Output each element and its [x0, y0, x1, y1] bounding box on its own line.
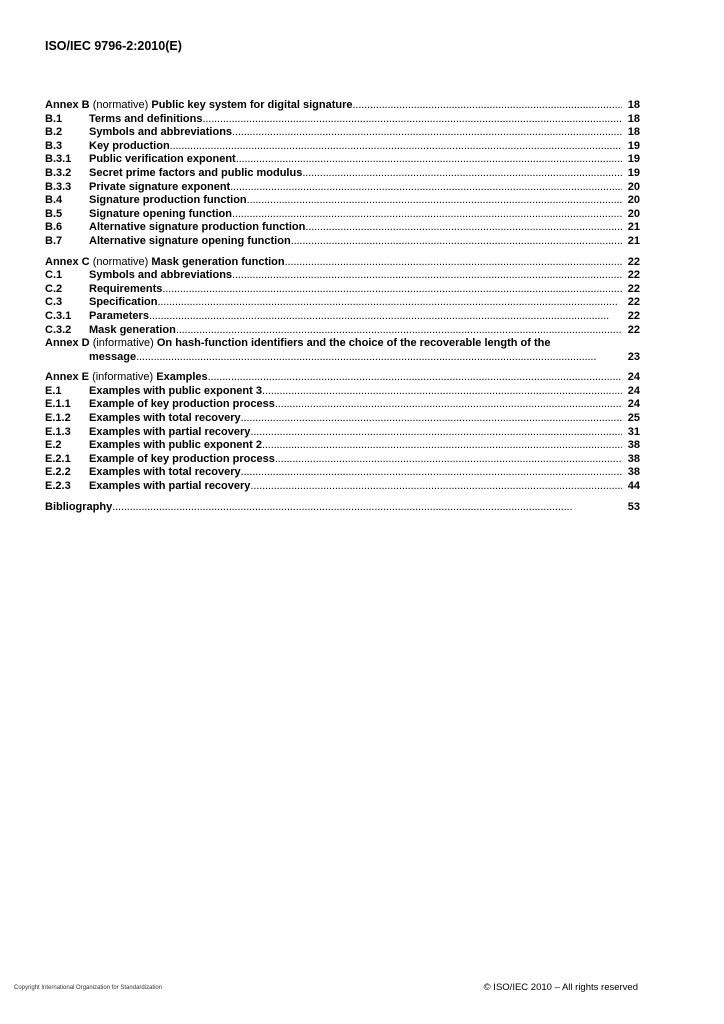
toc-entry[interactable] — [45, 296, 640, 310]
toc-entry-title — [45, 256, 285, 270]
document-identifier: ISO/IEC 9796-2:2010(E) — [45, 39, 182, 53]
copyright-notice-left: Copyright International Organization for Standardization — [14, 985, 163, 991]
page-number: 20 — [627, 180, 640, 193]
section-number: E.1.1 — [45, 398, 71, 411]
page-number: 18 — [627, 112, 640, 125]
section-title: Key production — [89, 139, 170, 152]
toc-entry-annex[interactable] — [45, 337, 640, 364]
page-number: 19 — [627, 166, 640, 179]
toc-entry[interactable] — [45, 412, 640, 426]
page-number: 22 — [627, 282, 640, 295]
dot-leader — [230, 181, 622, 195]
toc-entry-annex[interactable] — [45, 99, 640, 113]
section-number: C.1 — [45, 269, 63, 282]
toc-entry[interactable] — [45, 480, 640, 494]
page-number: 22 — [627, 323, 640, 336]
toc-entry-title — [45, 501, 112, 515]
dot-leader — [302, 167, 622, 181]
dot-leader — [353, 99, 623, 113]
toc-entry[interactable] — [45, 140, 640, 154]
dot-leader — [232, 269, 622, 283]
dot-leader — [241, 466, 622, 480]
annex-title: Mask generation function — [151, 255, 285, 268]
dot-leader — [247, 194, 622, 208]
page-number: 53 — [627, 500, 640, 513]
toc-entry-title — [45, 371, 208, 385]
section-number: E.1.3 — [45, 425, 71, 438]
section-title: Signature opening function — [89, 207, 232, 220]
dot-leader — [236, 153, 622, 167]
section-number: B.6 — [45, 221, 63, 234]
page-number: 19 — [627, 153, 640, 166]
dot-leader — [262, 439, 622, 453]
page-number: 18 — [627, 126, 640, 139]
toc-entry[interactable] — [45, 310, 640, 324]
dot-leader — [176, 324, 622, 338]
toc-entry[interactable] — [45, 235, 640, 249]
section-number: C.3 — [45, 296, 63, 309]
annex-type: (normative) — [92, 99, 149, 111]
dot-leader — [202, 113, 622, 127]
annex-type: (normative) — [92, 255, 149, 268]
annex-title-continuation: message — [89, 350, 137, 363]
page-number: 22 — [627, 255, 640, 268]
dot-leader — [232, 126, 622, 140]
section-number: B.7 — [45, 234, 63, 247]
page-number: 24 — [627, 371, 640, 384]
section-title: Examples with partial recovery — [89, 425, 251, 438]
annex-title-line-2 — [45, 351, 640, 365]
section-number: B.4 — [45, 194, 63, 207]
page-number: 24 — [627, 384, 640, 397]
section-title: Public verification exponent — [89, 153, 236, 166]
section-number: B.3.2 — [45, 166, 72, 179]
page-number: 22 — [627, 309, 640, 322]
annex-title-line-1 — [45, 337, 640, 351]
section-title: Symbols and abbreviations — [89, 269, 233, 282]
toc-entry[interactable] — [45, 113, 640, 127]
section-number: E.2.2 — [45, 466, 71, 479]
toc-entry[interactable] — [45, 324, 640, 338]
toc-entry[interactable] — [45, 167, 640, 181]
section-title: Alternative signature production function — [89, 221, 306, 234]
section-title: Examples with total recovery — [89, 466, 241, 479]
page-number: 24 — [627, 398, 640, 411]
toc-entry[interactable] — [45, 221, 640, 235]
page-number: 21 — [627, 221, 640, 234]
section-number: B.5 — [45, 207, 63, 220]
dot-leader — [285, 256, 622, 270]
section-number: E.2.1 — [45, 452, 71, 465]
page-number: 20 — [627, 207, 640, 220]
section-title: Symbols and abbreviations — [89, 126, 233, 139]
page-number: 38 — [627, 452, 640, 465]
section-number: E.2 — [45, 439, 62, 452]
annex-type: (informative) — [92, 371, 154, 384]
page-number: 18 — [627, 99, 640, 111]
annex-title: Examples — [156, 371, 208, 384]
section-title: Example of key production process — [89, 452, 275, 465]
toc-entry[interactable] — [45, 208, 640, 222]
annex-label: Annex D — [45, 337, 90, 350]
page-number: 25 — [627, 412, 640, 425]
section-number: B.3 — [45, 139, 63, 152]
page-number: 23 — [627, 350, 640, 363]
annex-title: On hash-function identifiers and the choice of the recoverable length of the — [156, 337, 551, 350]
section-number: C.3.2 — [45, 323, 72, 336]
section-number: C.2 — [45, 282, 63, 295]
section-title: Requirements — [89, 282, 163, 295]
dot-leader — [157, 296, 622, 310]
dot-leader — [162, 283, 622, 297]
section-title: Parameters — [89, 309, 149, 322]
dot-leader — [112, 501, 622, 515]
section-number: B.3.3 — [45, 180, 72, 193]
section-number: B.1 — [45, 112, 63, 125]
annex-title: Public key system for digital signature — [151, 99, 353, 111]
toc-entry[interactable] — [45, 283, 640, 297]
page-number: 44 — [627, 480, 640, 493]
dot-leader — [305, 221, 622, 235]
section-title: Examples with public exponent 3 — [89, 384, 262, 397]
dot-leader — [170, 140, 622, 154]
dot-leader — [241, 412, 622, 426]
page-number: 21 — [627, 234, 640, 247]
dot-leader — [291, 235, 622, 249]
table-of-contents — [45, 99, 640, 514]
toc-entry[interactable] — [45, 126, 640, 140]
annex-label: Annex C — [45, 255, 90, 268]
section-title: Examples with public exponent 2 — [89, 439, 262, 452]
section-number: B.3.1 — [45, 153, 72, 166]
section-title: Examples with partial recovery — [89, 480, 251, 493]
dot-leader — [262, 385, 622, 399]
annex-label: Annex B — [45, 99, 90, 111]
toc-entry-title — [45, 99, 353, 113]
dot-leader — [275, 398, 622, 412]
section-title: Terms and definitions — [89, 112, 203, 125]
dot-leader — [250, 426, 622, 440]
page-number: 20 — [627, 194, 640, 207]
copyright-notice-right: © ISO/IEC 2010 – All rights reserved — [483, 982, 638, 993]
section-title: Specification — [89, 296, 158, 309]
page-number: 22 — [627, 269, 640, 282]
section-title: Private signature exponent — [89, 180, 231, 193]
section-title: Signature production function — [89, 194, 247, 207]
dot-leader — [275, 453, 622, 467]
toc-entry[interactable] — [45, 181, 640, 195]
toc-entry-annex[interactable] — [45, 371, 640, 385]
toc-entry[interactable] — [45, 385, 640, 399]
dot-leader — [250, 480, 622, 494]
section-number: C.3.1 — [45, 309, 72, 322]
dot-leader — [136, 351, 622, 365]
toc-entry[interactable] — [45, 153, 640, 167]
section-title: Example of key production process — [89, 398, 275, 411]
annex-type: (informative) — [92, 337, 154, 350]
page-number: 31 — [627, 425, 640, 438]
section-number: B.2 — [45, 126, 63, 139]
toc-entry[interactable] — [45, 439, 640, 453]
bibliography-title: Bibliography — [45, 500, 113, 513]
page-number: 38 — [627, 466, 640, 479]
page-number: 22 — [627, 296, 640, 309]
toc-entry[interactable] — [45, 194, 640, 208]
toc-entry-annex[interactable] — [45, 501, 640, 515]
section-number: E.1 — [45, 384, 62, 397]
page-number: 38 — [627, 439, 640, 452]
section-title: Secret prime factors and public modulus — [89, 166, 303, 179]
section-title: Examples with total recovery — [89, 412, 241, 425]
toc-entry-annex[interactable] — [45, 256, 640, 270]
toc-entry[interactable] — [45, 466, 640, 480]
section-title: Alternative signature opening function — [89, 234, 291, 247]
section-title: Mask generation — [89, 323, 176, 336]
toc-entry[interactable] — [45, 269, 640, 283]
toc-entry[interactable] — [45, 426, 640, 440]
page-number: 19 — [627, 139, 640, 152]
toc-entry[interactable] — [45, 398, 640, 412]
dot-leader — [232, 208, 622, 222]
toc-entry[interactable] — [45, 453, 640, 467]
dot-leader — [149, 310, 622, 324]
dot-leader — [208, 371, 622, 385]
annex-label: Annex E — [45, 371, 90, 384]
section-number: E.1.2 — [45, 412, 71, 425]
section-number: E.2.3 — [45, 480, 71, 493]
